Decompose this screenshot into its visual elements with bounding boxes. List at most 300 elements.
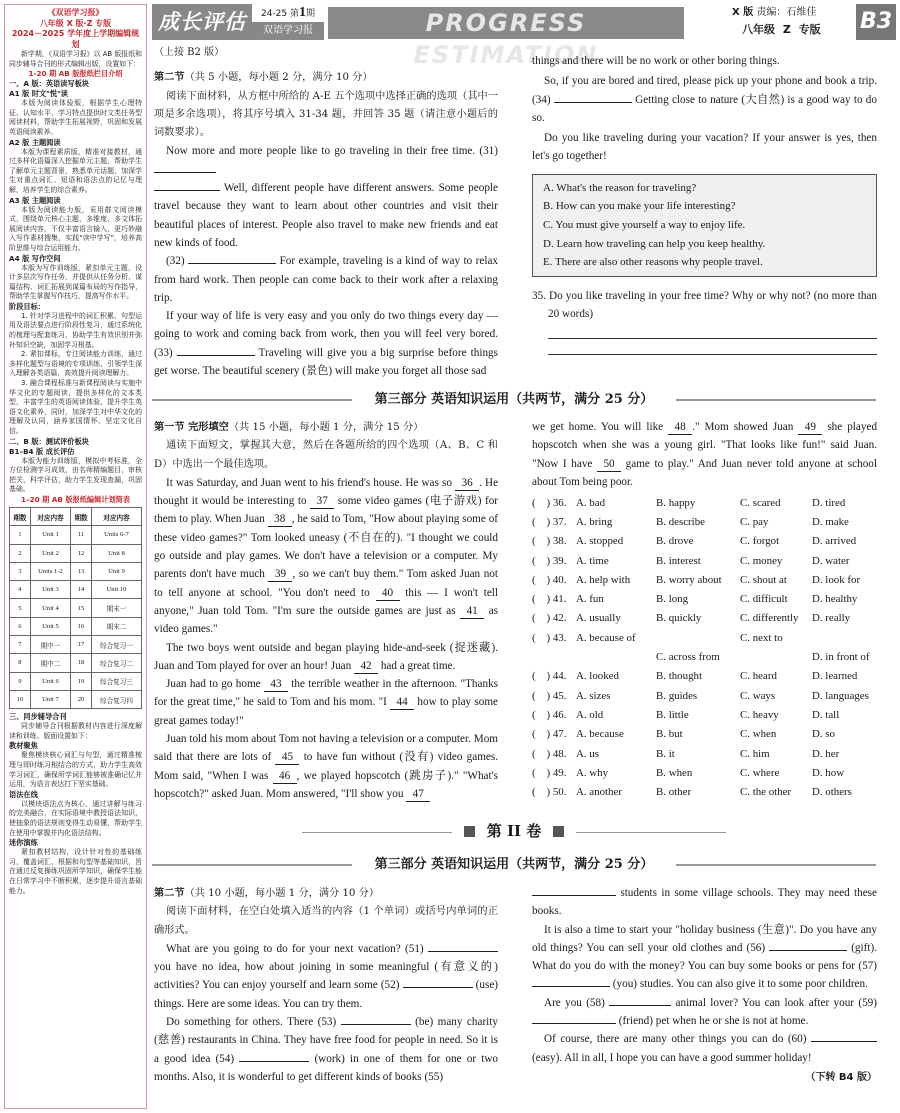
fill-title: 第二节: [154, 887, 185, 899]
option-choice[interactable]: D. look for: [812, 573, 861, 586]
schedule-header: 期数: [71, 507, 92, 525]
sidebar-b-text: 本版为能力训练版，模拟中考标准，全方位检测学习成效，由名师精编题目，审核把关，科学评估，助力学生发现查漏，巩固基础。: [9, 456, 142, 494]
option-choice[interactable]: B. thought: [656, 670, 702, 683]
volume-2-label: 第 II 卷: [486, 822, 542, 840]
sidebar-goal-2: 2. 紧扣课标，专注阅读能力训练，通过多样化题型与语境的专项训练，引领学生深入理解各类语篇，高效提升阅读理解力。: [9, 350, 142, 378]
fill-text: (use) things. Here are some ideas. You can try them.: [154, 979, 499, 1010]
option-choice[interactable]: C. him: [740, 747, 770, 760]
option-choice[interactable]: C. shout at: [740, 573, 787, 586]
continued-note: （下转 B4 版）: [805, 1071, 877, 1083]
cloze-desc: （共 15 小题，每小题 1 分，满分 15 分）: [228, 422, 424, 433]
cloze-text: Juan had to go home: [166, 678, 261, 691]
schedule-row: [10, 581, 142, 599]
option-choice[interactable]: C. pay: [740, 515, 769, 528]
option-choice[interactable]: D. tall: [812, 708, 840, 721]
sec2-heading: [154, 68, 498, 87]
cloze-question-row: [532, 532, 877, 551]
sidebar-goal-1: 1. 针对学习进程中的词汇积累、句型运用及语法要点进行阶段性复习，通过系统化的梳理与配套练习，协助学生有效识别并弥补知识空缺，加固学习根基。: [9, 311, 142, 349]
answer-line-35-1[interactable]: [548, 323, 877, 339]
blank-44[interactable]: 44: [390, 695, 414, 710]
sidebar-a3-title: A3 版 主题阅读: [9, 195, 61, 205]
blank-58[interactable]: [609, 1005, 671, 1006]
cloze-text: ." Mom showed Juan: [692, 421, 794, 433]
blank-51[interactable]: [428, 951, 498, 952]
schedule-cell: 期末二: [91, 617, 141, 635]
schedule-cell: 11: [71, 526, 92, 544]
option-choice[interactable]: C. where: [740, 766, 780, 779]
fill-text: (gift). What do you do with the money? You can buy some books or pens for (57): [532, 941, 877, 973]
passage-p2-a: (32): [166, 255, 185, 268]
fill-r1: [532, 884, 877, 921]
fill-p1: [154, 940, 498, 1013]
cloze-text: she played hopscotch when she was a young girl. "That looks like fun!" said Juan. "Now I have: [532, 421, 878, 470]
page-badge: B3: [856, 4, 896, 40]
sec2-instructions: 阅读下面材料，从方框中所给的 A-E 五个选项中选择正确的选项（其中一项是多余选项），将其序号填入 31-34 题，并回答 35 题（请注意小题后的词数要求）。: [154, 90, 498, 139]
sidebar-part2: 二、B 版：测试评价板块: [9, 436, 89, 446]
schedule-cell: 7: [10, 636, 31, 654]
edition-plan-sidebar: [4, 4, 147, 1109]
option-choice[interactable]: D. make: [812, 515, 849, 528]
schedule-cell: 17: [71, 636, 92, 654]
schedule-cell: 1: [10, 526, 31, 544]
cloze-heading: [154, 418, 498, 437]
cloze-text: to have fun without (没有) video games. Mom said, "When I was: [154, 751, 499, 782]
cloze-text: as video games.": [154, 604, 499, 636]
option-choice[interactable]: C. next to: [740, 631, 783, 644]
section-logo: 成长评估: [152, 4, 252, 40]
blank-42[interactable]: 42: [354, 659, 378, 674]
option-choice[interactable]: D. tired: [812, 496, 846, 509]
schedule-cell: Units 1-2: [30, 562, 70, 580]
schedule-cell: 3: [10, 562, 31, 580]
schedule-cell: 综合复习一: [91, 636, 141, 654]
option-choice[interactable]: A. why: [576, 766, 609, 779]
sec2-desc: （共 5 小题，每小题 2 分，满分 10 分）: [184, 72, 373, 84]
blank-59[interactable]: [532, 1023, 616, 1024]
cloze-p2: [154, 639, 498, 676]
sidebar-goal-3: 3. 融合课程标准与新课程阅读与实施中华文化的专题阅读，提供多样化的文本类型，丰富学生的英语阅读体验，提升学生英语文化素养，同时，加深学生对中华文化的理解及认同，涵养家国情怀、坚定文化自信。: [9, 379, 142, 435]
issue-prefix: 24-25 第: [260, 9, 299, 19]
answer-bracket[interactable]: ( ) 50.: [532, 786, 567, 799]
option-choice[interactable]: D. languages: [812, 689, 869, 702]
passage-p2: [154, 252, 498, 307]
option-choice[interactable]: A. help with: [576, 573, 631, 586]
option-choice[interactable]: A. us: [576, 747, 599, 760]
sidebar-plan-heading: 1-20 期 AB 版报纸栏目介绍: [28, 69, 123, 79]
cloze-options: [532, 493, 877, 802]
option-choice[interactable]: B. worry about: [656, 573, 722, 586]
sidebar-a2-text: 本版为课程素质版，精准对接教材，通过多样化语篇深入挖掘单元主题，帮助学生了解单元主题背景，熟悉单元话题，加深学生对重点词汇、短语和语法点的记忆与理解，培养学生的综合素养。: [9, 147, 142, 194]
blank-40[interactable]: 40: [376, 586, 400, 601]
part3-header: [152, 389, 876, 411]
cloze-question-row: [532, 705, 877, 724]
sidebar-a4-text: 本版为写作训练版，紧扣单元主题，设计多层次写作任务，并提供从任务分析、谋篇结构、词汇拓展到谋篇布局的写作指导，帮助学生掌握写作技巧，提高写作水平。: [9, 263, 142, 301]
continued-label: （上接 B2 版）: [154, 47, 225, 58]
fill-text: (work) in one of them for one or two months. Also, it is wonderful to get different kinds of books (55): [154, 1052, 499, 1083]
fill-desc: （共 10 小题，每小题 1 分，满分 10 分）: [184, 888, 380, 899]
blank-47[interactable]: 47: [406, 787, 430, 802]
fill-r4: [532, 1030, 877, 1067]
passage-r3: Do you like traveling during your vacation? If your answer is yes, then let's go together!: [532, 132, 877, 163]
answer-bracket[interactable]: ( ) 42.: [532, 612, 567, 625]
schedule-cell: Unit 7: [30, 690, 70, 708]
blank-36[interactable]: 36: [455, 476, 479, 491]
option-choice[interactable]: C. differently: [740, 612, 799, 625]
newspaper-brand: 双语学习报: [252, 22, 324, 40]
blank-52[interactable]: [403, 987, 473, 988]
cloze-right-column: [532, 418, 877, 802]
schedule-row: [10, 617, 142, 635]
passage-p1-a: Now more and more people like to go traveling in their free time. (31): [166, 145, 498, 158]
square-icon: [464, 826, 475, 837]
answer-bracket[interactable]: ( ) 36.: [532, 496, 567, 509]
schedule-cell: 14: [71, 581, 92, 599]
answer-bracket[interactable]: ( ) 43.: [532, 631, 567, 644]
schedule-row: [10, 544, 142, 562]
schedule-row: [10, 672, 142, 690]
option-choice[interactable]: B. little: [656, 708, 689, 721]
option-choice[interactable]: A. bring: [576, 515, 613, 528]
option-item: D. Learn how traveling can help you keep healthy.: [543, 237, 766, 250]
option-choice[interactable]: A. sizes: [576, 689, 611, 702]
blank-57[interactable]: [532, 986, 610, 987]
cloze-text: , we played hopscotch (跳房子)." "What's hopscotch?" asked Juan. Mom answered, "I'll show you: [154, 769, 499, 800]
cloze-question-row: [532, 512, 877, 531]
fill-instructions: 阅读下面材料，在空白处填入适当的内容（1 个单词）或括号内单词的正确形式。: [154, 906, 498, 936]
option-choice[interactable]: D. so: [812, 728, 835, 741]
option-choice[interactable]: C. when: [740, 728, 777, 741]
answer-bracket[interactable]: ( ) 45.: [532, 689, 567, 702]
option-choice[interactable]: C. the other: [740, 786, 792, 799]
option-item: E. There are also other reasons why people travel.: [543, 256, 763, 269]
blank-37[interactable]: 37: [310, 494, 334, 509]
cloze-question-row: [532, 551, 877, 570]
option-choice[interactable]: C. difficult: [740, 593, 788, 606]
cloze-question-row: [532, 493, 877, 512]
answer-bracket[interactable]: ( ) 46.: [532, 708, 567, 721]
fill-text: you have no idea, how about joining in some meaningful (有意义的) activities? You can enjoy yourself and learn some (52): [154, 961, 498, 992]
option-choice[interactable]: A. looked: [576, 670, 619, 683]
schedule-header: 对应内容: [91, 507, 141, 525]
schedule-cell: Unit 1: [30, 526, 70, 544]
option-choice[interactable]: A. because: [576, 728, 624, 741]
option-choice[interactable]: A. another: [576, 786, 622, 799]
option-choice[interactable]: C. across from: [656, 651, 720, 664]
option-choice[interactable]: B. quickly: [656, 612, 702, 625]
option-choice[interactable]: C. scared: [740, 496, 781, 509]
sidebar-part1: 一、A 版：英语读写板块: [9, 79, 89, 89]
sidebar-intro: 新学期，《双语学习报》以 AB 版报纸和同步辅导合刊的形式编辑出版，设置如下：: [9, 50, 142, 68]
fill-r3: [532, 994, 877, 1031]
fill-r2: [532, 921, 877, 994]
part3-header-text: 第三部分 英语知识运用（共两节，满分 25 分）: [367, 857, 662, 872]
cloze-text: He thought it would be interesting to: [154, 476, 499, 508]
passage-r2-a: So, if you are bored and tired, please pick up your phone and book a trip. (34): [532, 75, 877, 106]
cloze-question-row: [532, 628, 877, 647]
option-choice[interactable]: A. old: [576, 708, 604, 721]
schedule-cell: 15: [71, 599, 92, 617]
answer-bracket[interactable]: ( ) 40.: [532, 573, 567, 586]
option-choice[interactable]: A. because of: [576, 631, 636, 644]
passage-p3: [154, 307, 498, 380]
sec2-title: 第二节: [154, 71, 185, 84]
blank-53[interactable]: [341, 1024, 411, 1025]
edition-label: X 版: [732, 7, 754, 18]
option-choice[interactable]: B. happy: [656, 496, 696, 509]
schedule-cell: Unit 4: [30, 599, 70, 617]
sidebar-a4-title: A4 版 写作空间: [9, 253, 61, 263]
sidebar-wn-text: 紧扣教材结构，设计针对性的基础练习，覆盖词汇、根据和句型等基础知识，旨在通过反复操练巩固所学知识，确保学生能在日常学习中不断积累，逐步提升语言基础能力。: [9, 848, 142, 895]
schedule-cell: Unit 10: [91, 581, 141, 599]
schedule-row: [10, 599, 142, 617]
cloze-question-row: [532, 590, 877, 609]
passage-r2: [532, 72, 877, 127]
fill-text: Do something for others. There (53): [166, 1016, 337, 1029]
answer-bracket[interactable]: ( ) 44.: [532, 670, 567, 683]
option-choice[interactable]: B. it: [656, 747, 675, 760]
option-choice[interactable]: C. money: [740, 554, 783, 567]
sidebar-wn-title: 迷你演练: [9, 838, 38, 848]
option-choice[interactable]: A. stopped: [576, 535, 624, 548]
fill-text: It is also a time to start your "holiday business (生意)". Do you have any old things? You can sell your old clothes and (56): [532, 923, 877, 954]
issue-number: 1: [299, 5, 306, 20]
cloze-text: the terrible weather in the afternoon. "Thanks for the great time," he said to Tom and his mom. "I: [154, 678, 499, 709]
schedule-cell: 16: [71, 617, 92, 635]
fill-text: What are you going to do for your next vacation? (51): [166, 942, 424, 955]
divider: [576, 832, 726, 833]
answer-blank-33[interactable]: [177, 355, 255, 356]
part3-header-text: 第三部分 英语知识运用（共两节，满分 25 分）: [367, 392, 662, 407]
cloze-question-row: [532, 744, 877, 763]
passage-p3-b: Traveling will give you a big surprise before things get worse. The beautiful scenery (景色) will make you forget all those sad: [154, 346, 498, 378]
schedule-cell: 6: [10, 617, 31, 635]
option-item: A. What's the reason for traveling?: [543, 181, 697, 194]
option-choice[interactable]: D. in front of: [812, 651, 870, 664]
z-label: Z 专版: [782, 23, 821, 36]
cloze-text: It was Saturday, and Juan went to his friend's house. He was so: [166, 476, 452, 489]
schedule-cell: 综合复习四: [91, 690, 141, 708]
cloze-question-row: [532, 725, 877, 744]
schedule-cell: 9: [10, 672, 31, 690]
option-choice[interactable]: A. bad: [576, 496, 606, 509]
passage-p1-b: Well, different people have different answers. Some people travel because they want to learn about other countries and visit their beautiful places of interest. People also travel to make new friends and eat new kinds of food.: [154, 182, 498, 249]
passage-p1b: [154, 179, 498, 252]
sidebar-plan: 2024－2025 学年度上学期编辑规划: [11, 29, 140, 49]
option-choice[interactable]: C. forgot: [740, 535, 780, 548]
option-choice[interactable]: A. fun: [576, 593, 604, 606]
cloze-r1: [532, 418, 877, 491]
blank-49[interactable]: 49: [798, 420, 822, 435]
passage-p1: [154, 142, 498, 179]
option-choice[interactable]: B. long: [656, 593, 689, 606]
passage-p3-a: If your way of life is very easy and you only do two things every day — going to work and coming back from work, then you will feel very bored. (33): [154, 310, 498, 359]
fill-text: (you) studies. You can also give it to some poor children.: [612, 978, 868, 991]
option-choice[interactable]: D. learned: [812, 670, 858, 683]
schedule-cell: 19: [71, 672, 92, 690]
cloze-text: how to play some great games today!": [154, 696, 499, 727]
cloze-question-row: [532, 763, 877, 782]
sidebar-a1-title: A1 版 时文"悦"读: [9, 89, 68, 99]
volume-2-header: [152, 820, 876, 842]
blank-38[interactable]: 38: [268, 512, 292, 527]
option-choice[interactable]: B. drove: [656, 535, 694, 548]
schedule-cell: 8: [10, 654, 31, 672]
answer-blank-31[interactable]: [154, 172, 216, 173]
answer-bracket[interactable]: ( ) 49.: [532, 766, 567, 779]
answer-blank-34[interactable]: [554, 102, 632, 103]
sidebar-a3-text: 本版为阅读能力版，采用群文阅读模式，围绕单元核心主题，多维度、多文体拓展阅读内容，不仅丰富语言输入，更巧妙融入写作素材搜集，实践"读中学写"，培养高阶思维与综合运用能力。: [9, 205, 142, 252]
cloze-left-column: [154, 418, 498, 803]
blank-60[interactable]: [811, 1041, 877, 1042]
fill-text: Of course, there are many other things you can do (60): [544, 1033, 807, 1046]
answer-line-35-2[interactable]: [548, 339, 877, 355]
schedule-cell: Unit 6: [30, 672, 70, 690]
option-choice[interactable]: B. but: [656, 728, 683, 741]
sidebar-tm-text: 聚焦模块核心词汇与句型，通过精准梳理与即时练习相结合的方式，助力学生高效学习词汇，确保所学词汇能够被准确记忆并运用，为语言表达打下坚实基础。: [9, 751, 142, 789]
option-choice[interactable]: B. interest: [656, 554, 701, 567]
cloze-text: Juan told his mom about Tom not having a television or a computer. Mom said that there are lots of: [154, 733, 498, 764]
cloze-text: The two boys went outside and began playing hide-and-seek (捉迷藏). Juan and Tom played for over an hour! Juan: [154, 641, 498, 672]
passage-p2-b: For example, traveling is a kind of way to relax from hard work. Then people can come back to their work after a relaxing trip.: [154, 255, 499, 304]
cloze-question-row: [532, 609, 877, 628]
option-choice[interactable]: D. really: [812, 612, 851, 625]
schedule-cell: Unit 5: [30, 617, 70, 635]
schedule-cell: 5: [10, 599, 31, 617]
schedule-cell: 20: [71, 690, 92, 708]
sidebar-stage-title: 阶段目标：: [9, 301, 45, 311]
schedule-cell: Unit 9: [91, 562, 141, 580]
option-choice[interactable]: C. heard: [740, 670, 777, 683]
option-choice[interactable]: B. describe: [656, 515, 705, 528]
blank-48[interactable]: 48: [668, 420, 692, 435]
blank-39[interactable]: 39: [268, 567, 292, 582]
fill-text: (friend) pet when he or she is not at home.: [618, 1015, 809, 1028]
blank-41[interactable]: 41: [460, 604, 484, 619]
fill-text: (easy). All in all, I hope you can have a good summer holiday!: [532, 1051, 812, 1064]
schedule-cell: 12: [71, 544, 92, 562]
cloze-text: this — I won't tell anyone," Juan told Tom. "I'm sure the outside games are just as: [154, 586, 498, 617]
option-choice[interactable]: B. when: [656, 766, 693, 779]
sidebar-a1-text: 本版为阅读体验版，根据学生心理特征、认知水平、学习特点提供时文类任务型阅读材料，帮助学生拓展视野，巩固和发展英语阅读素养。: [9, 99, 142, 136]
fill-text: animal lover? You can look after your (59): [675, 996, 877, 1009]
schedule-row: [10, 690, 142, 708]
cloze-text: game to play." And Juan never told anyone at school about Tom being poor.: [532, 457, 878, 488]
blank-56[interactable]: [769, 950, 847, 951]
cloze-question-row: [532, 667, 877, 686]
question-35: 35. Do you like traveling in your free time? Why or why not? (no more than 20 words): [532, 289, 877, 321]
schedule-cell: 期中二: [30, 654, 70, 672]
edition-info: [732, 6, 816, 20]
option-choice[interactable]: A. usually: [576, 612, 621, 625]
reading-right-column: [532, 52, 877, 355]
option-choice[interactable]: C. heavy: [740, 708, 779, 721]
blank-54[interactable]: [239, 1061, 309, 1062]
schedule-table: [9, 507, 142, 709]
banner-title: PROGRESS ESTIMATION: [328, 7, 684, 39]
schedule-cell: 10: [10, 690, 31, 708]
sidebar-part3-text: 同步辅导合刊根据教材内容进行深度解读和训练。版面设置如下：: [9, 722, 142, 740]
sidebar-b-title: B1–B4 版 成长评估: [9, 446, 75, 456]
option-choice[interactable]: D. others: [812, 786, 852, 799]
sidebar-title: 《双语学习报》: [47, 8, 104, 17]
grade-info: [742, 22, 821, 38]
blank-45[interactable]: 45: [275, 750, 299, 765]
schedule-cell: 4: [10, 581, 31, 599]
cloze-p3: [154, 675, 498, 730]
sidebar-a2-title: A2 版 主题阅读: [9, 137, 61, 147]
part3-header-2: [152, 854, 876, 876]
schedule-cell: 期末一: [91, 599, 141, 617]
fill-text: students in some village schools. They may need these books.: [532, 887, 877, 918]
option-choice[interactable]: A. time: [576, 554, 609, 567]
option-choice[interactable]: D. water: [812, 554, 850, 567]
option-choice[interactable]: C. ways: [740, 689, 776, 702]
cloze-text: had a great time.: [380, 659, 456, 672]
passage-r2-b: Getting close to nature (大自然) is a good way to do so.: [532, 93, 877, 124]
fill-text: Are you (58): [544, 996, 605, 1009]
schedule-row: [10, 562, 142, 580]
sidebar-tm-title: 教材聚焦: [9, 741, 38, 751]
reading-left-column: [154, 44, 498, 380]
cloze-question-row: [532, 686, 877, 705]
option-choice[interactable]: B. guides: [656, 689, 698, 702]
square-icon: [553, 826, 564, 837]
schedule-cell: Unit 3: [30, 581, 70, 599]
answer-bracket[interactable]: ( ) 48.: [532, 747, 567, 760]
schedule-cell: 2: [10, 544, 31, 562]
options-box: [532, 174, 877, 277]
cloze-p4: [154, 730, 498, 803]
option-choice[interactable]: D. healthy: [812, 593, 858, 606]
answer-bracket[interactable]: ( ) 39.: [532, 554, 567, 567]
fill-right-column: [532, 884, 877, 1087]
cloze-question-row: [532, 648, 877, 667]
blank-43[interactable]: 43: [264, 677, 288, 692]
schedule-header: 对应内容: [30, 507, 70, 525]
answer-bracket[interactable]: ( ) 47.: [532, 728, 567, 741]
schedule-row: [10, 636, 142, 654]
editor-label: 责编：石维佳: [756, 7, 817, 18]
schedule-row: [10, 526, 142, 544]
option-choice[interactable]: D. her: [812, 747, 840, 760]
blank-55[interactable]: [532, 895, 616, 896]
schedule-cell: 13: [71, 562, 92, 580]
blank-46[interactable]: 46: [273, 769, 297, 784]
option-choice[interactable]: D. how: [812, 766, 845, 779]
answer-bracket[interactable]: ( ) 38.: [532, 535, 567, 548]
schedule-header: 期数: [10, 507, 31, 525]
option-choice[interactable]: B. other: [656, 786, 692, 799]
option-item: B. How can you make your life interesting?: [543, 200, 736, 213]
cloze-title: 第一节 完形填空: [154, 421, 229, 433]
cloze-text: some video games (电子游戏) for them to play. When Juan: [154, 495, 499, 526]
answer-blank-31-cont[interactable]: [154, 190, 220, 191]
cloze-text: , so we can't buy them." Tom asked Juan not to tell anyone at school. "You don't need to: [154, 568, 499, 599]
sidebar-schedule-title: 1–20 期 AB 版报纸编辑计划简表: [20, 494, 131, 504]
answer-blank-32[interactable]: [188, 263, 276, 264]
answer-bracket[interactable]: ( ) 37.: [532, 515, 567, 528]
schedule-cell: Units 6-7: [91, 526, 141, 544]
schedule-cell: 综合复习二: [91, 654, 141, 672]
grade-label: 八年级: [742, 23, 775, 36]
divider: [302, 832, 452, 833]
blank-50[interactable]: 50: [597, 457, 621, 472]
schedule-cell: 18: [71, 654, 92, 672]
sidebar-yf-text: 以模块语法点为核心，通过讲解与练习的完美融合，在实际语境中教授语法知识，使抽象的语法规则变得生动易懂，帮助学生在使用中掌握并内化语法结构。: [9, 799, 142, 837]
option-choice[interactable]: D. arrived: [812, 535, 857, 548]
cloze-instructions: 通读下面短文，掌握其大意，然后在各题所给的四个选项（A、B、C 和 D）中选出一个最佳选项。: [154, 440, 498, 470]
answer-bracket[interactable]: ( ) 41.: [532, 593, 567, 606]
